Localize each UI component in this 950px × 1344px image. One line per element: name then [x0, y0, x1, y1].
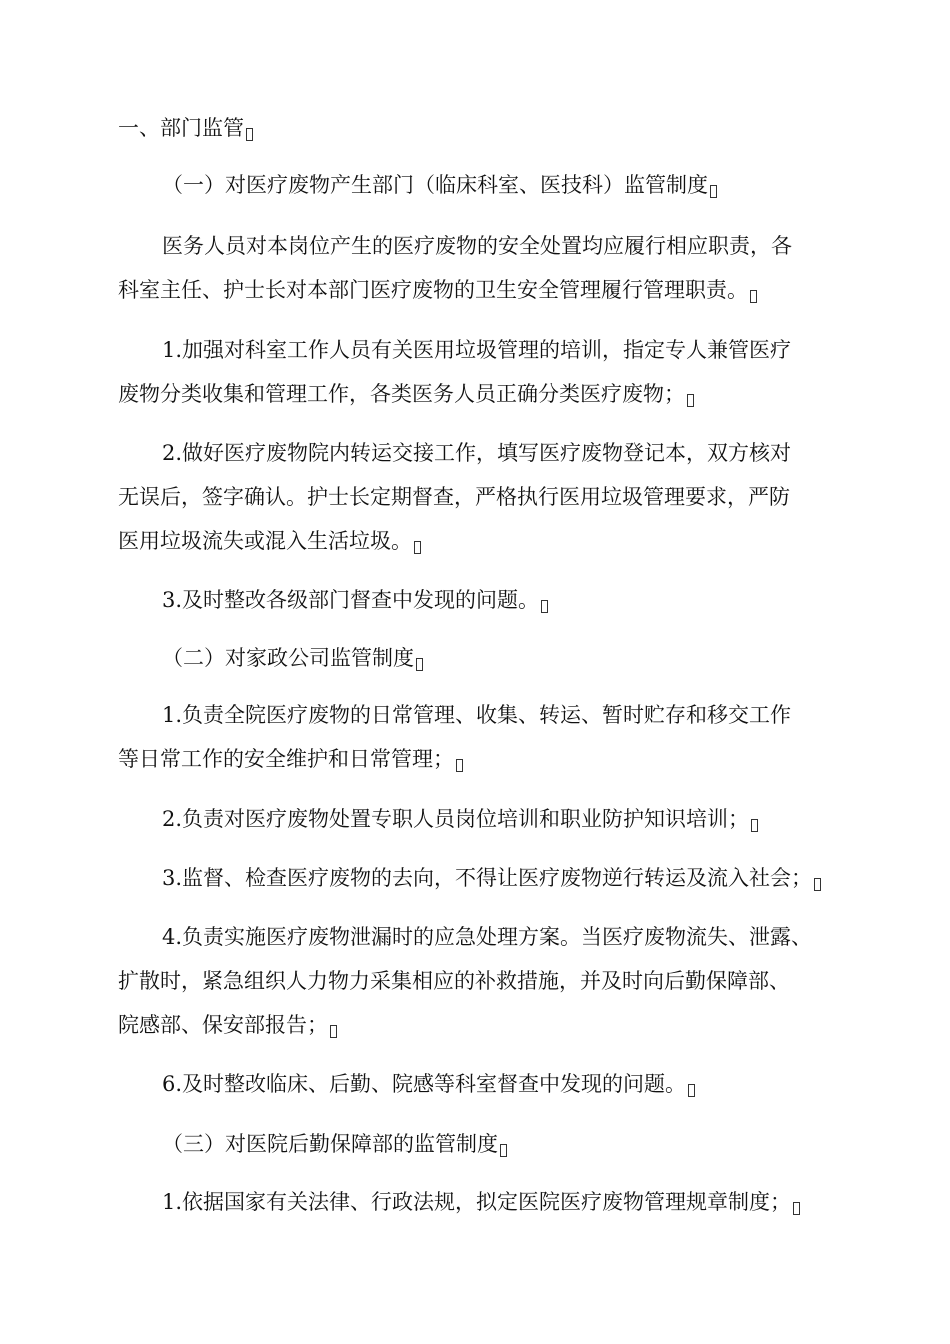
text-line: （二）对家政公司监管制度	[118, 636, 834, 680]
text-line: 科室主任、护士长对本部门医疗废物的卫生安全管理履行管理职责。	[118, 268, 834, 312]
paragraph-mark	[687, 394, 694, 407]
text-line: 2.做好医疗废物院内转运交接工作，填写医疗废物登记本，双方核对	[162, 441, 792, 465]
paragraph-mark	[750, 290, 757, 303]
text-line: 1.加强对科室工作人员有关医用垃圾管理的培训，指定专人兼管医疗	[162, 338, 792, 362]
text-line: 2.负责对医疗废物处置专职人员岗位培训和职业防护知识培训；	[118, 797, 834, 841]
text-line: 无误后，签字确认。护士长定期督查，严格执行医用垃圾管理要求，严防	[118, 485, 790, 509]
text-line: 1.依据国家有关法律、行政法规，拟定医院医疗废物管理规章制度；	[118, 1180, 834, 1224]
text-line: 3.及时整改各级部门督查中发现的问题。	[118, 578, 834, 622]
paragraph	[118, 328, 834, 416]
paragraph-mark	[330, 1025, 337, 1038]
paragraph	[118, 856, 834, 900]
text-line: （三）对医院后勤保障部的监管制度	[118, 1122, 834, 1166]
paragraph-mark	[500, 1144, 507, 1157]
paragraph	[118, 797, 834, 841]
text-line: 医用垃圾流失或混入生活垃圾。	[118, 519, 834, 563]
paragraph	[118, 915, 834, 1047]
text-line: 一、部门监管	[118, 106, 834, 150]
text-line: 4.负责实施医疗废物泄漏时的应急处理方案。当医疗废物流失、泄露、	[162, 925, 813, 949]
text-line: 1.负责全院医疗废物的日常管理、收集、转运、暂时贮存和移交工作	[162, 703, 792, 727]
paragraph-mark	[751, 819, 758, 832]
subsection-heading	[118, 1122, 834, 1166]
text-line: 废物分类收集和管理工作，各类医务人员正确分类医疗废物；	[118, 372, 834, 416]
paragraph	[118, 693, 834, 781]
paragraph	[118, 578, 834, 622]
subsection-heading	[118, 163, 834, 207]
text-line: 3.监督、检查医疗废物的去向，不得让医疗废物逆行转运及流入社会；	[118, 856, 834, 900]
paragraph	[118, 224, 834, 312]
paragraph	[118, 431, 834, 563]
text-line: 6.及时整改临床、后勤、院感等科室督查中发现的问题。	[118, 1062, 834, 1106]
paragraph-mark	[414, 541, 421, 554]
paragraph-mark	[793, 1202, 800, 1215]
paragraph-mark	[456, 759, 463, 772]
text-line: 等日常工作的安全维护和日常管理；	[118, 737, 834, 781]
text-line: （一）对医疗废物产生部门（临床科室、医技科）监管制度	[118, 163, 834, 207]
paragraph-mark	[688, 1084, 695, 1097]
text-line: 院感部、保安部报告；	[118, 1003, 834, 1047]
paragraph	[118, 1062, 834, 1106]
paragraph-mark	[710, 185, 717, 198]
paragraph	[118, 1180, 834, 1224]
paragraph-mark	[416, 658, 423, 671]
text-line: 扩散时，紧急组织人力物力采集相应的补救措施，并及时向后勤保障部、	[118, 969, 790, 993]
subsection-heading	[118, 636, 834, 680]
paragraph-mark	[541, 600, 548, 613]
paragraph-mark	[246, 128, 253, 141]
paragraph-mark	[814, 878, 821, 891]
text-line: 医务人员对本岗位产生的医疗废物的安全处置均应履行相应职责，各	[162, 234, 792, 258]
section-heading	[118, 106, 834, 150]
